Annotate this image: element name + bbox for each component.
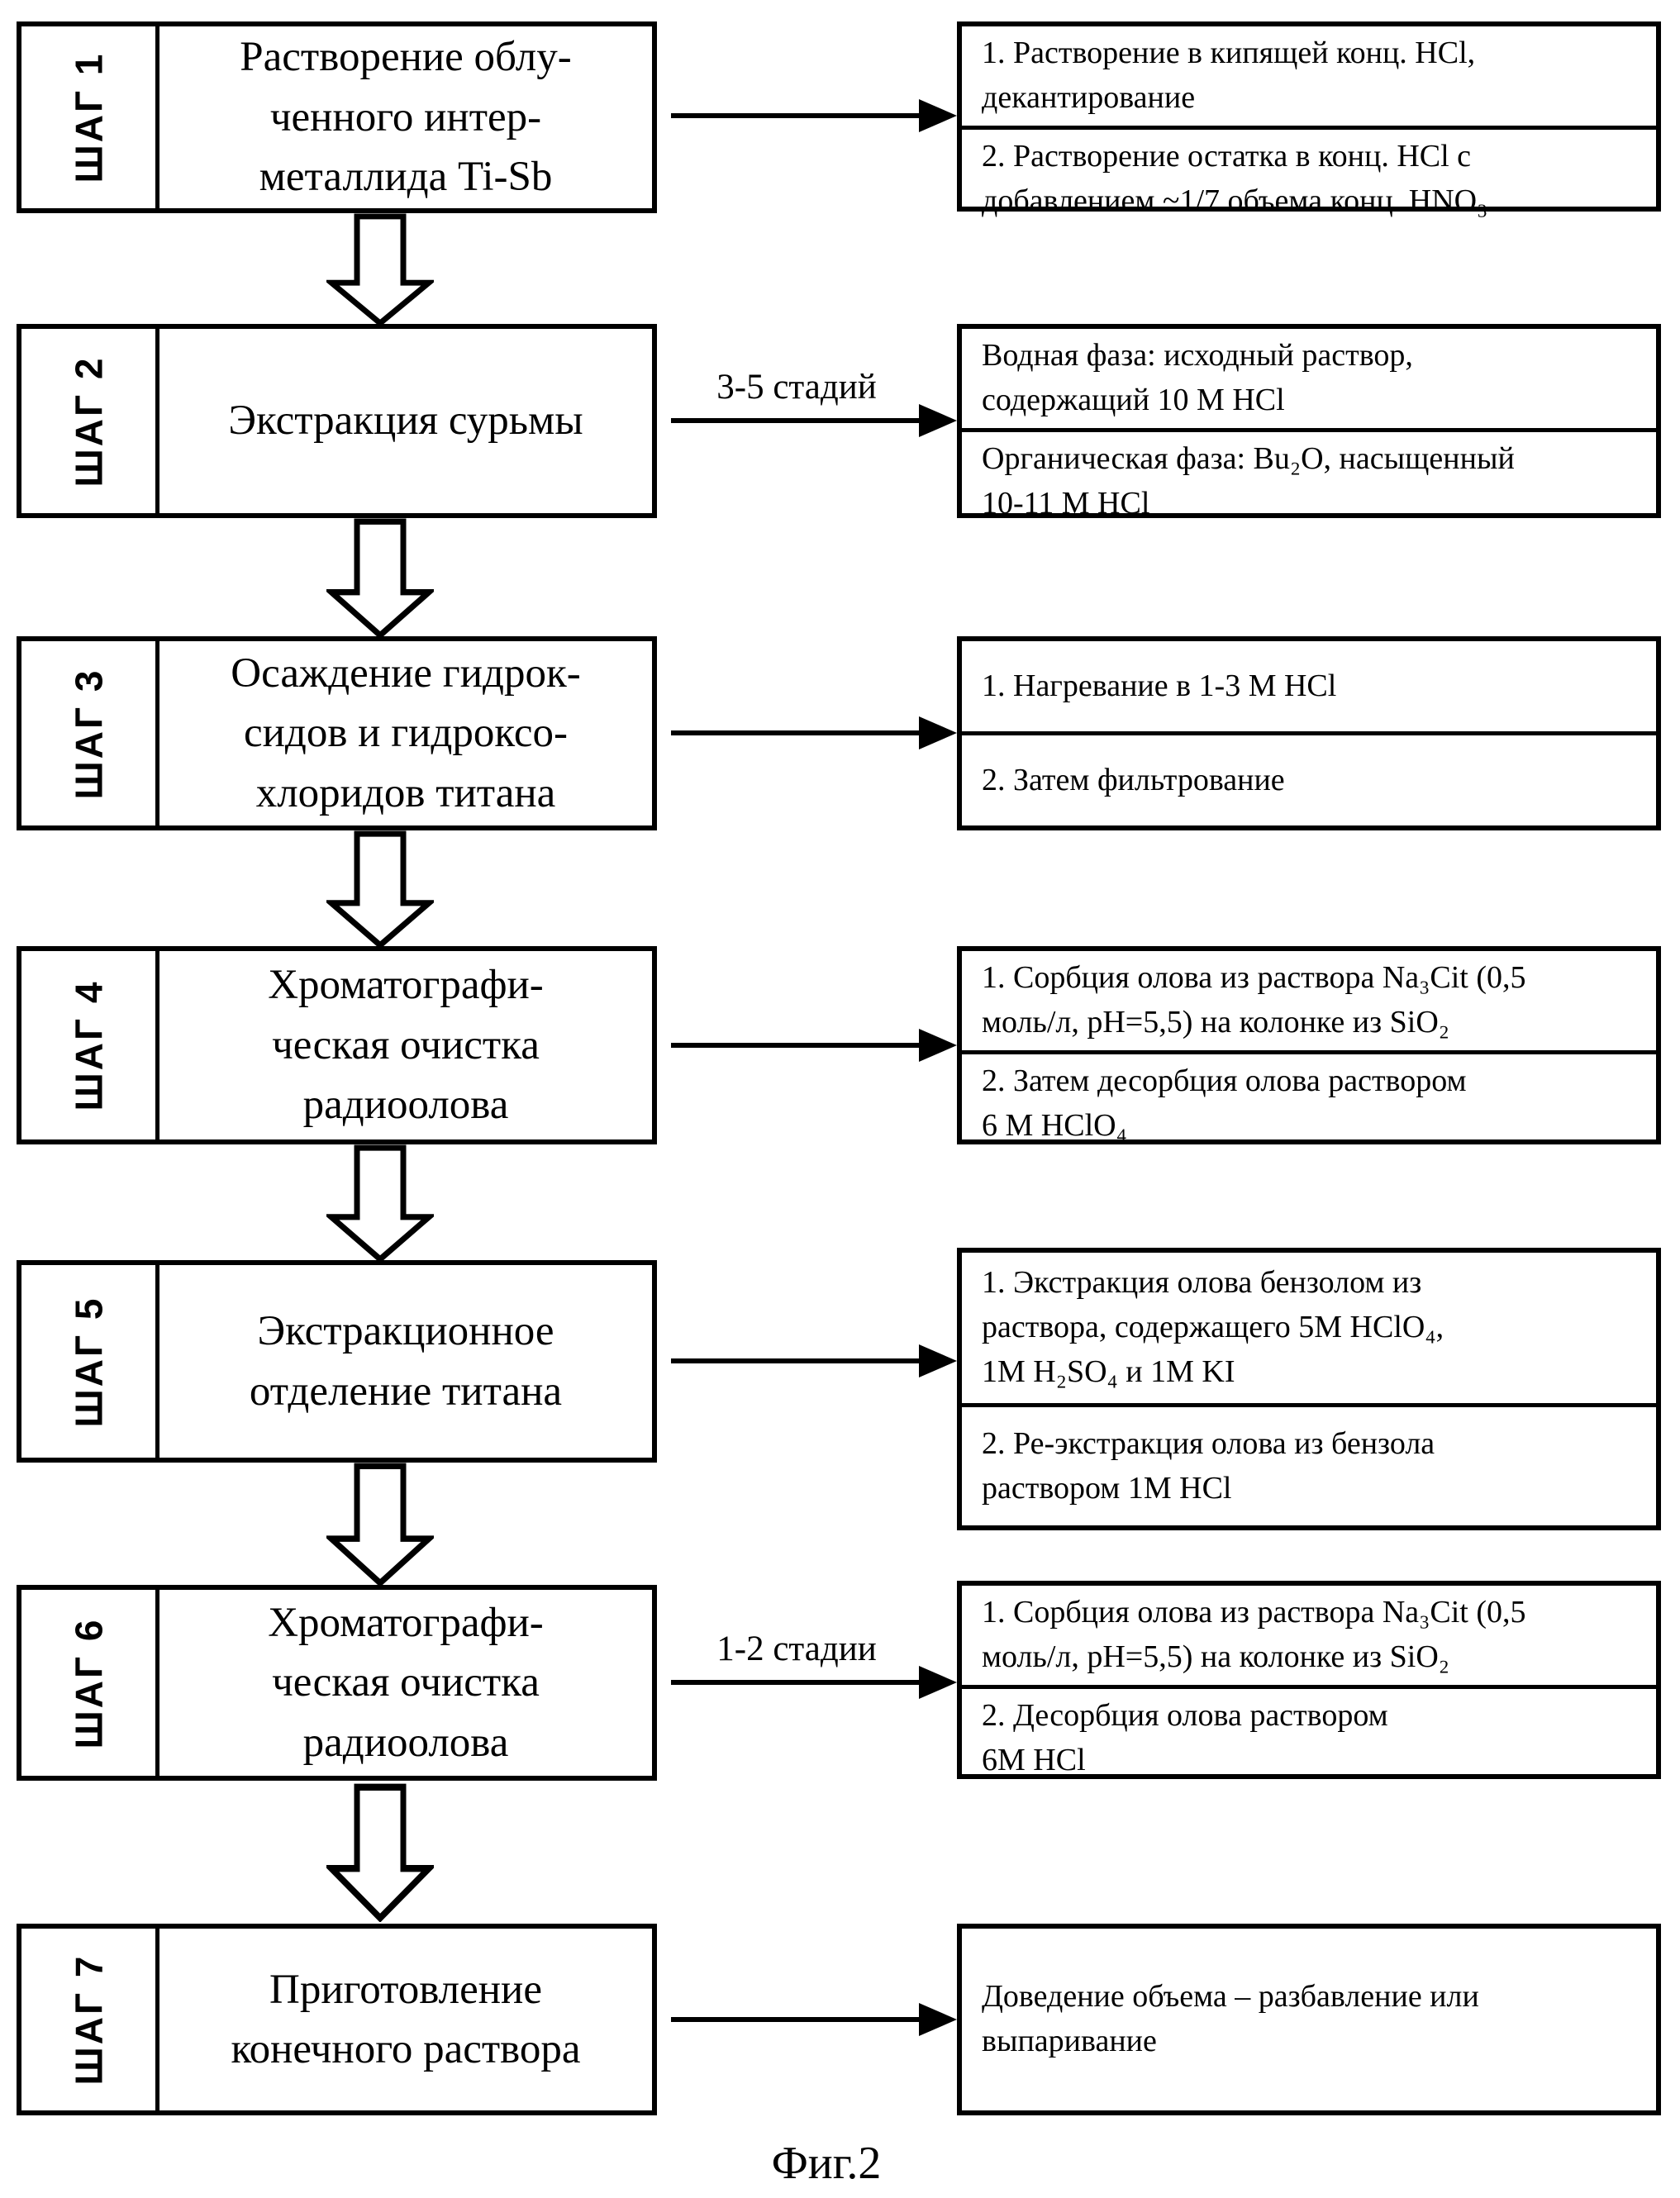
detail-box-2 — [957, 324, 1661, 521]
step-number-label: ШАГ 3 — [66, 668, 110, 799]
step-number-cell — [21, 26, 159, 208]
flow-arrow-line — [671, 1680, 922, 1685]
detail-cell: Водная фаза: исходный раствор, содержащий 10 М HCl — [982, 338, 1413, 417]
flow-arrow-line — [671, 1358, 922, 1363]
right-arrow-icon — [919, 1666, 957, 1699]
step-box-6 — [17, 1585, 657, 1781]
down-arrow-icon — [326, 213, 434, 326]
step-title: Осаждение гидрок- сидов и гидроксо- хлоридов титана — [231, 649, 581, 816]
step-number-label: ШАГ 4 — [66, 979, 110, 1111]
step-number-cell — [21, 641, 159, 825]
right-arrow-icon — [919, 716, 957, 749]
right-arrow-icon — [919, 1029, 957, 1062]
step-number-label: ШАГ 6 — [66, 1617, 110, 1748]
step-number-label: ШАГ 1 — [66, 51, 110, 183]
step-box-3 — [17, 636, 657, 830]
right-arrow-icon — [919, 2003, 957, 2036]
figure-caption: Фиг.2 — [771, 2138, 882, 2189]
detail-box-3 — [957, 636, 1661, 830]
step-number-label: ШАГ 7 — [66, 1953, 110, 2086]
step-title: Экстракция сурьмы — [228, 397, 583, 445]
right-arrow-icon — [919, 404, 957, 437]
right-arrow-icon — [919, 1344, 957, 1377]
arrow-stage-label: 1-2 стадии — [716, 1629, 877, 1668]
flow-arrow-line — [671, 418, 922, 423]
step-box-2 — [17, 324, 657, 518]
detail-box-1 — [957, 21, 1661, 218]
detail-cell: 2. Растворение остатка в конц. HCl с добавлением ~1/7 объема конц. HNO₃ — [962, 126, 1656, 229]
down-arrow-icon — [326, 1783, 434, 1922]
step-box-1 — [17, 21, 657, 213]
step-number-cell — [21, 1590, 159, 1776]
detail-cell: 2. Ре-экстракция олова из бензола раствором 1М HCl — [962, 1403, 1656, 1525]
arrow-stage-label: 3-5 стадий — [716, 368, 877, 407]
right-arrow-icon — [919, 99, 957, 132]
step-title: Хроматографи- ческая очистка радиоолова — [268, 962, 544, 1129]
step-number-label: ШАГ 5 — [66, 1296, 110, 1427]
flow-arrow-line — [671, 730, 922, 735]
flow-arrow-line — [671, 113, 922, 118]
detail-box-5 — [957, 1248, 1661, 1530]
detail-cell: 2. Десорбция олова раствором 6М HCl — [962, 1685, 1656, 1788]
step-title: Растворение облу- ченного интер- металлида Ti-Sb — [240, 34, 572, 201]
down-arrow-icon — [326, 1144, 434, 1263]
detail-box-4 — [957, 946, 1661, 1144]
step-title: Хроматографи- ческая очистка радиоолова — [268, 1599, 544, 1766]
down-arrow-icon — [326, 518, 434, 639]
step-number-cell — [21, 329, 159, 513]
detail-box-6 — [957, 1581, 1661, 1779]
down-arrow-icon — [326, 830, 434, 949]
step-box-7 — [17, 1924, 657, 2115]
step-title: Приготовление конечного раствора — [231, 1966, 581, 2072]
step-number-cell — [21, 1929, 159, 2110]
detail-cell: 1. Растворение в кипящей конц. HCl, декантирование — [982, 36, 1476, 115]
detail-cell: Доведение объема – разбавление или выпаривание — [982, 1979, 1479, 2058]
detail-cell: 2. Затем десорбция олова раствором 6 М HClO₄ — [962, 1050, 1656, 1154]
detail-cell: 1. Сорбция олова из раствора Na₃Cit (0,5 моль/л, pH=5,5) на колонке из SiO₂ — [982, 960, 1526, 1040]
step-number-cell — [21, 951, 159, 1139]
step-number-cell — [21, 1265, 159, 1458]
step-box-4 — [17, 946, 657, 1144]
detail-cell: 1. Сорбция олова из раствора Na₃Cit (0,5 моль/л, pH=5,5) на колонке из SiO₂ — [982, 1595, 1526, 1674]
down-arrow-icon — [326, 1463, 434, 1587]
flow-arrow-line — [671, 2017, 922, 2022]
detail-cell: 2. Затем фильтрование — [962, 731, 1656, 825]
step-number-label: ШАГ 2 — [66, 355, 110, 487]
step-title: Экстракционное отделение титана — [249, 1308, 563, 1415]
detail-cell: Органическая фаза: Bu₂O, насыщенный 10-11 М HCl — [962, 428, 1656, 531]
detail-box-7 — [957, 1924, 1661, 2115]
flow-arrow-line — [671, 1043, 922, 1048]
detail-cell: 1. Нагревание в 1-3 М HCl — [982, 668, 1337, 703]
step-box-5 — [17, 1260, 657, 1463]
detail-cell: 1. Экстракция олова бензолом из раствора, содержащего 5М HClO₄, 1М H₂SO₄ и 1М KI — [982, 1265, 1444, 1390]
